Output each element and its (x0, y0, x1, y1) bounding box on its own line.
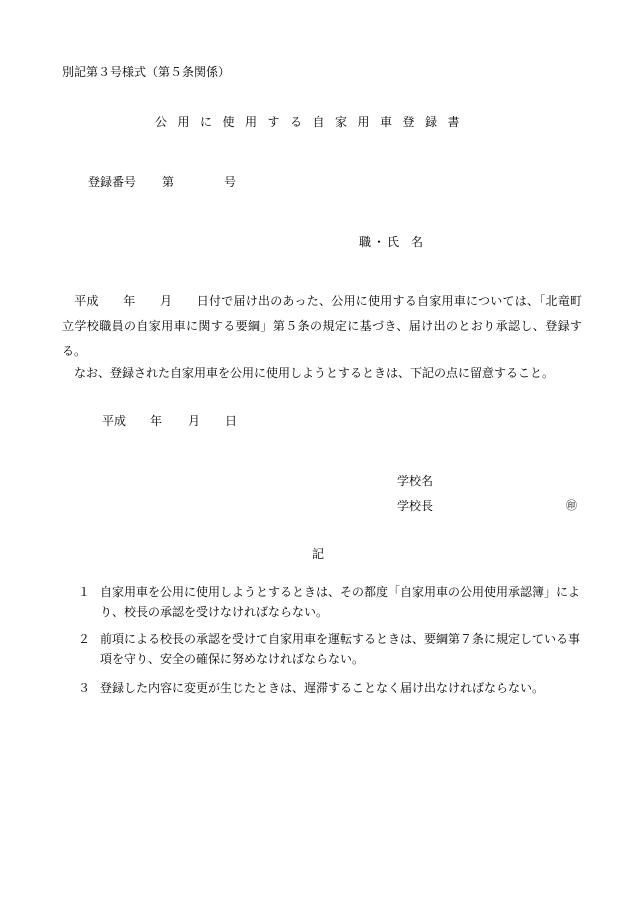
position-separator: ・ (373, 235, 386, 249)
registration-dai: 第 (162, 175, 175, 189)
list-item (78, 582, 582, 622)
document-title: 公用に使用する自家用車登録書 (155, 115, 471, 129)
school-name-label: 学校名 (397, 474, 434, 488)
list-item-number: ２ (78, 632, 91, 646)
body-paragraph-approval: 平成 年 月 日付で届け出のあった、公用に使用する自家用車については、「北竜町立学校職員の自家用車に関する要綱」第５条の規定に基づき、届け出のとおり承認し、登録する。 (62, 294, 582, 358)
principal-label: 学校長 (397, 499, 434, 513)
position-shi: 氏 (387, 235, 400, 249)
seal-icon: ㊞ (566, 499, 577, 512)
ki-heading: 記 (312, 547, 325, 561)
list-item (78, 629, 582, 669)
position-shoku: 職 (359, 235, 372, 249)
issue-date-year: 年 (150, 414, 163, 428)
position-name-label (359, 233, 423, 250)
issue-date-month: 月 (188, 414, 201, 428)
body-paragraph-notice: なお、登録された自家用車を公用に使用しようとするときは、下記の点に留意すること。 (62, 366, 555, 380)
list-item-text: 自家用車を公用に使用しようとするときは、その都度「自家用車の公用使用承認簿」により、校長の承認を受けなければならない。 (100, 585, 581, 619)
registration-go: 号 (224, 175, 237, 189)
list-item-text: 前項による校長の承認を受けて自家用車を運転するときは、要綱第７条に規定している事項を守り、安全の確保に努めなければならない。 (100, 632, 581, 666)
list-item-text: 登録した内容に変更が生じたときは、遅滞することなく届け出なければならない。 (100, 681, 545, 695)
form-number: 別記第３号様式（第５条関係） (62, 65, 231, 79)
position-mei: 名 (411, 235, 424, 249)
list-item (78, 678, 582, 698)
issue-date-era: 平成 (102, 414, 127, 428)
issue-date-day: 日 (225, 414, 238, 428)
registration-number-label: 登録番号 (88, 175, 137, 189)
list-item-number: ３ (78, 681, 91, 695)
list-item-number: １ (78, 585, 91, 599)
